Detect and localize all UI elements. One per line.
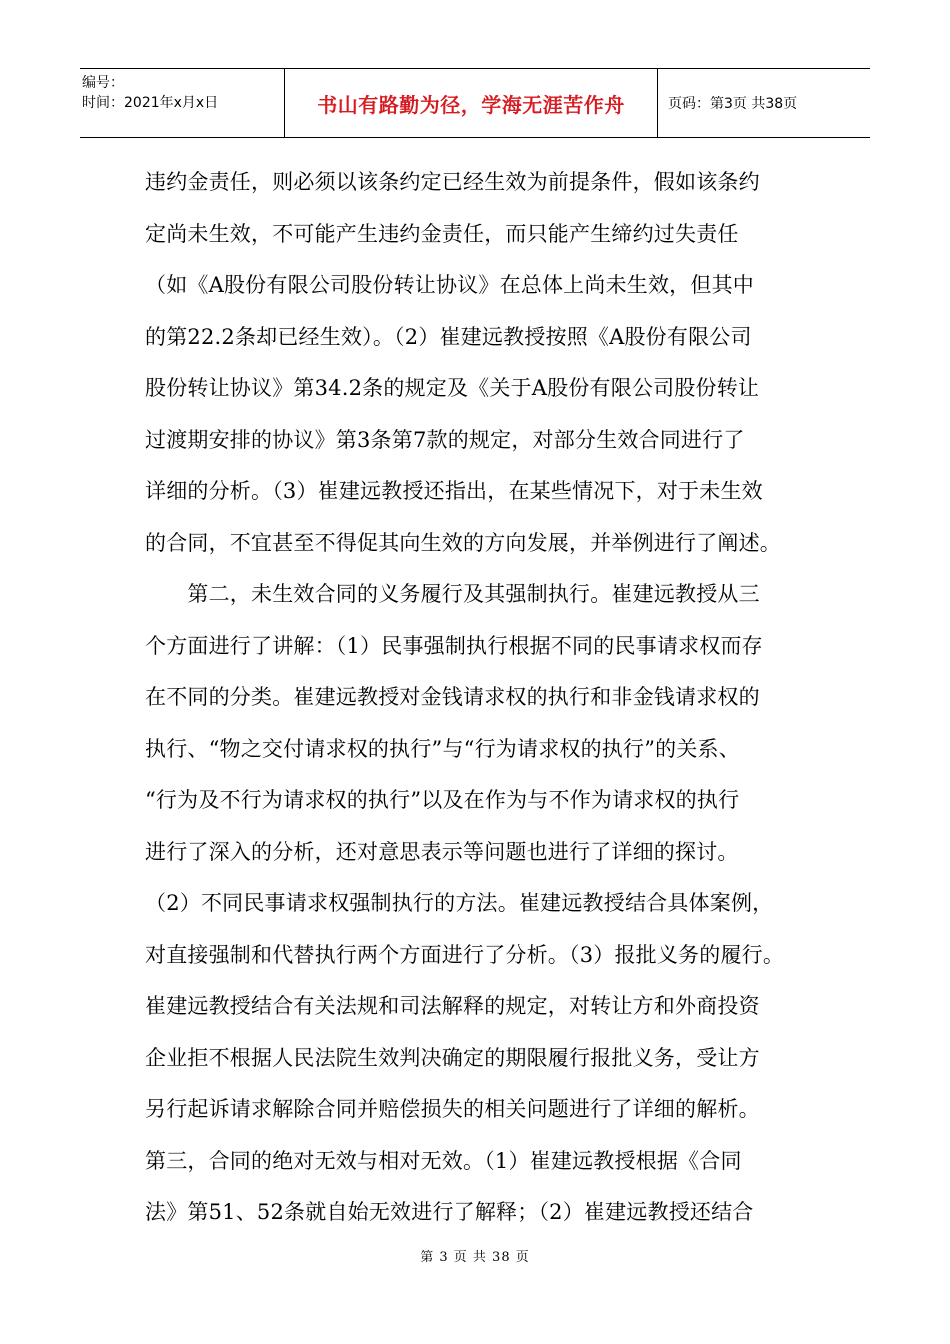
text-line: 进行了深入的分析，还对意思表示等问题也进行了详细的探讨。 xyxy=(145,839,739,864)
serial-label: 编号： xyxy=(82,75,124,91)
text-line: 执行、“物之交付请求权的执行”与“行为请求权的执行”的关系、 xyxy=(145,736,740,761)
text-line: 法》第51、52条就自始无效进行了解释；（2）崔建远教授还结合 xyxy=(145,1200,754,1224)
text-line: 另行起诉请求解除合同并赔偿损失的相关问题进行了详细的解析。 xyxy=(145,1097,760,1121)
text-line: 股份转让协议》第34.2条的规定及《关于A股份有限公司股份转让 xyxy=(145,376,760,400)
text-line: 崔建远教授结合有关法规和司法解释的规定，对转让方和外商投资 xyxy=(145,994,760,1018)
text-line: （如《A股份有限公司股份转让协议》在总体上尚未生效，但其中 xyxy=(145,273,754,297)
date-label: 时间：2021年x月x日 xyxy=(82,95,219,111)
text-line: （2）不同民事请求权强制执行的方法。崔建远教授结合具体案例， xyxy=(145,891,774,915)
text-line: 在不同的分类。崔建远教授对金钱请求权的执行和非金钱请求权的 xyxy=(145,685,760,709)
header-motto: 书山有路勤为径，学海无涯苦作舟 xyxy=(285,69,658,137)
text-line: 第三，合同的绝对无效与相对无效。（1）崔建远教授根据《合同 xyxy=(145,1148,742,1173)
text-line: 详细的分析。（3）崔建远教授还指出，在某些情况下，对于未生效 xyxy=(145,479,763,503)
text-line: 第二，未生效合同的义务履行及其强制执行。崔建远教授从三 xyxy=(145,582,760,606)
text-line: 企业拒不根据人民法院生效判决确定的期限履行报批义务，受让方 xyxy=(145,1045,760,1070)
page-footer: 第 3 页 共 38 页 xyxy=(420,1250,530,1265)
text-line: “行为及不行为请求权的执行”以及在作为与不作为请求权的执行 xyxy=(145,788,740,812)
text-line: 个方面进行了讲解：（1）民事强制执行根据不同的民事请求权而存 xyxy=(145,633,763,658)
text-line: 定尚未生效，不可能产生违约金责任，而只能产生缔约过失责任 xyxy=(145,221,739,246)
text-line: 的第22.2条却已经生效）。（2）崔建远教授按照《A股份有限公司 xyxy=(145,324,752,349)
document-body xyxy=(145,162,825,1244)
text-line: 过渡期安排的协议》第3条第7款的规定，对部分生效合同进行了 xyxy=(145,427,745,452)
text-line: 对直接强制和代替执行两个方面进行了分析。（3）报批义务的履行。 xyxy=(145,942,785,967)
text-line: 的合同，不宜甚至不得促其向生效的方向发展，并举例进行了阐述。 xyxy=(145,530,781,555)
header-page-info: 页码：第3页 共38页 xyxy=(668,96,798,112)
header-meta xyxy=(80,69,285,137)
page-header xyxy=(80,68,870,138)
text-line: 违约金责任，则必须以该条约定已经生效为前提条件，假如该条约 xyxy=(145,170,760,194)
